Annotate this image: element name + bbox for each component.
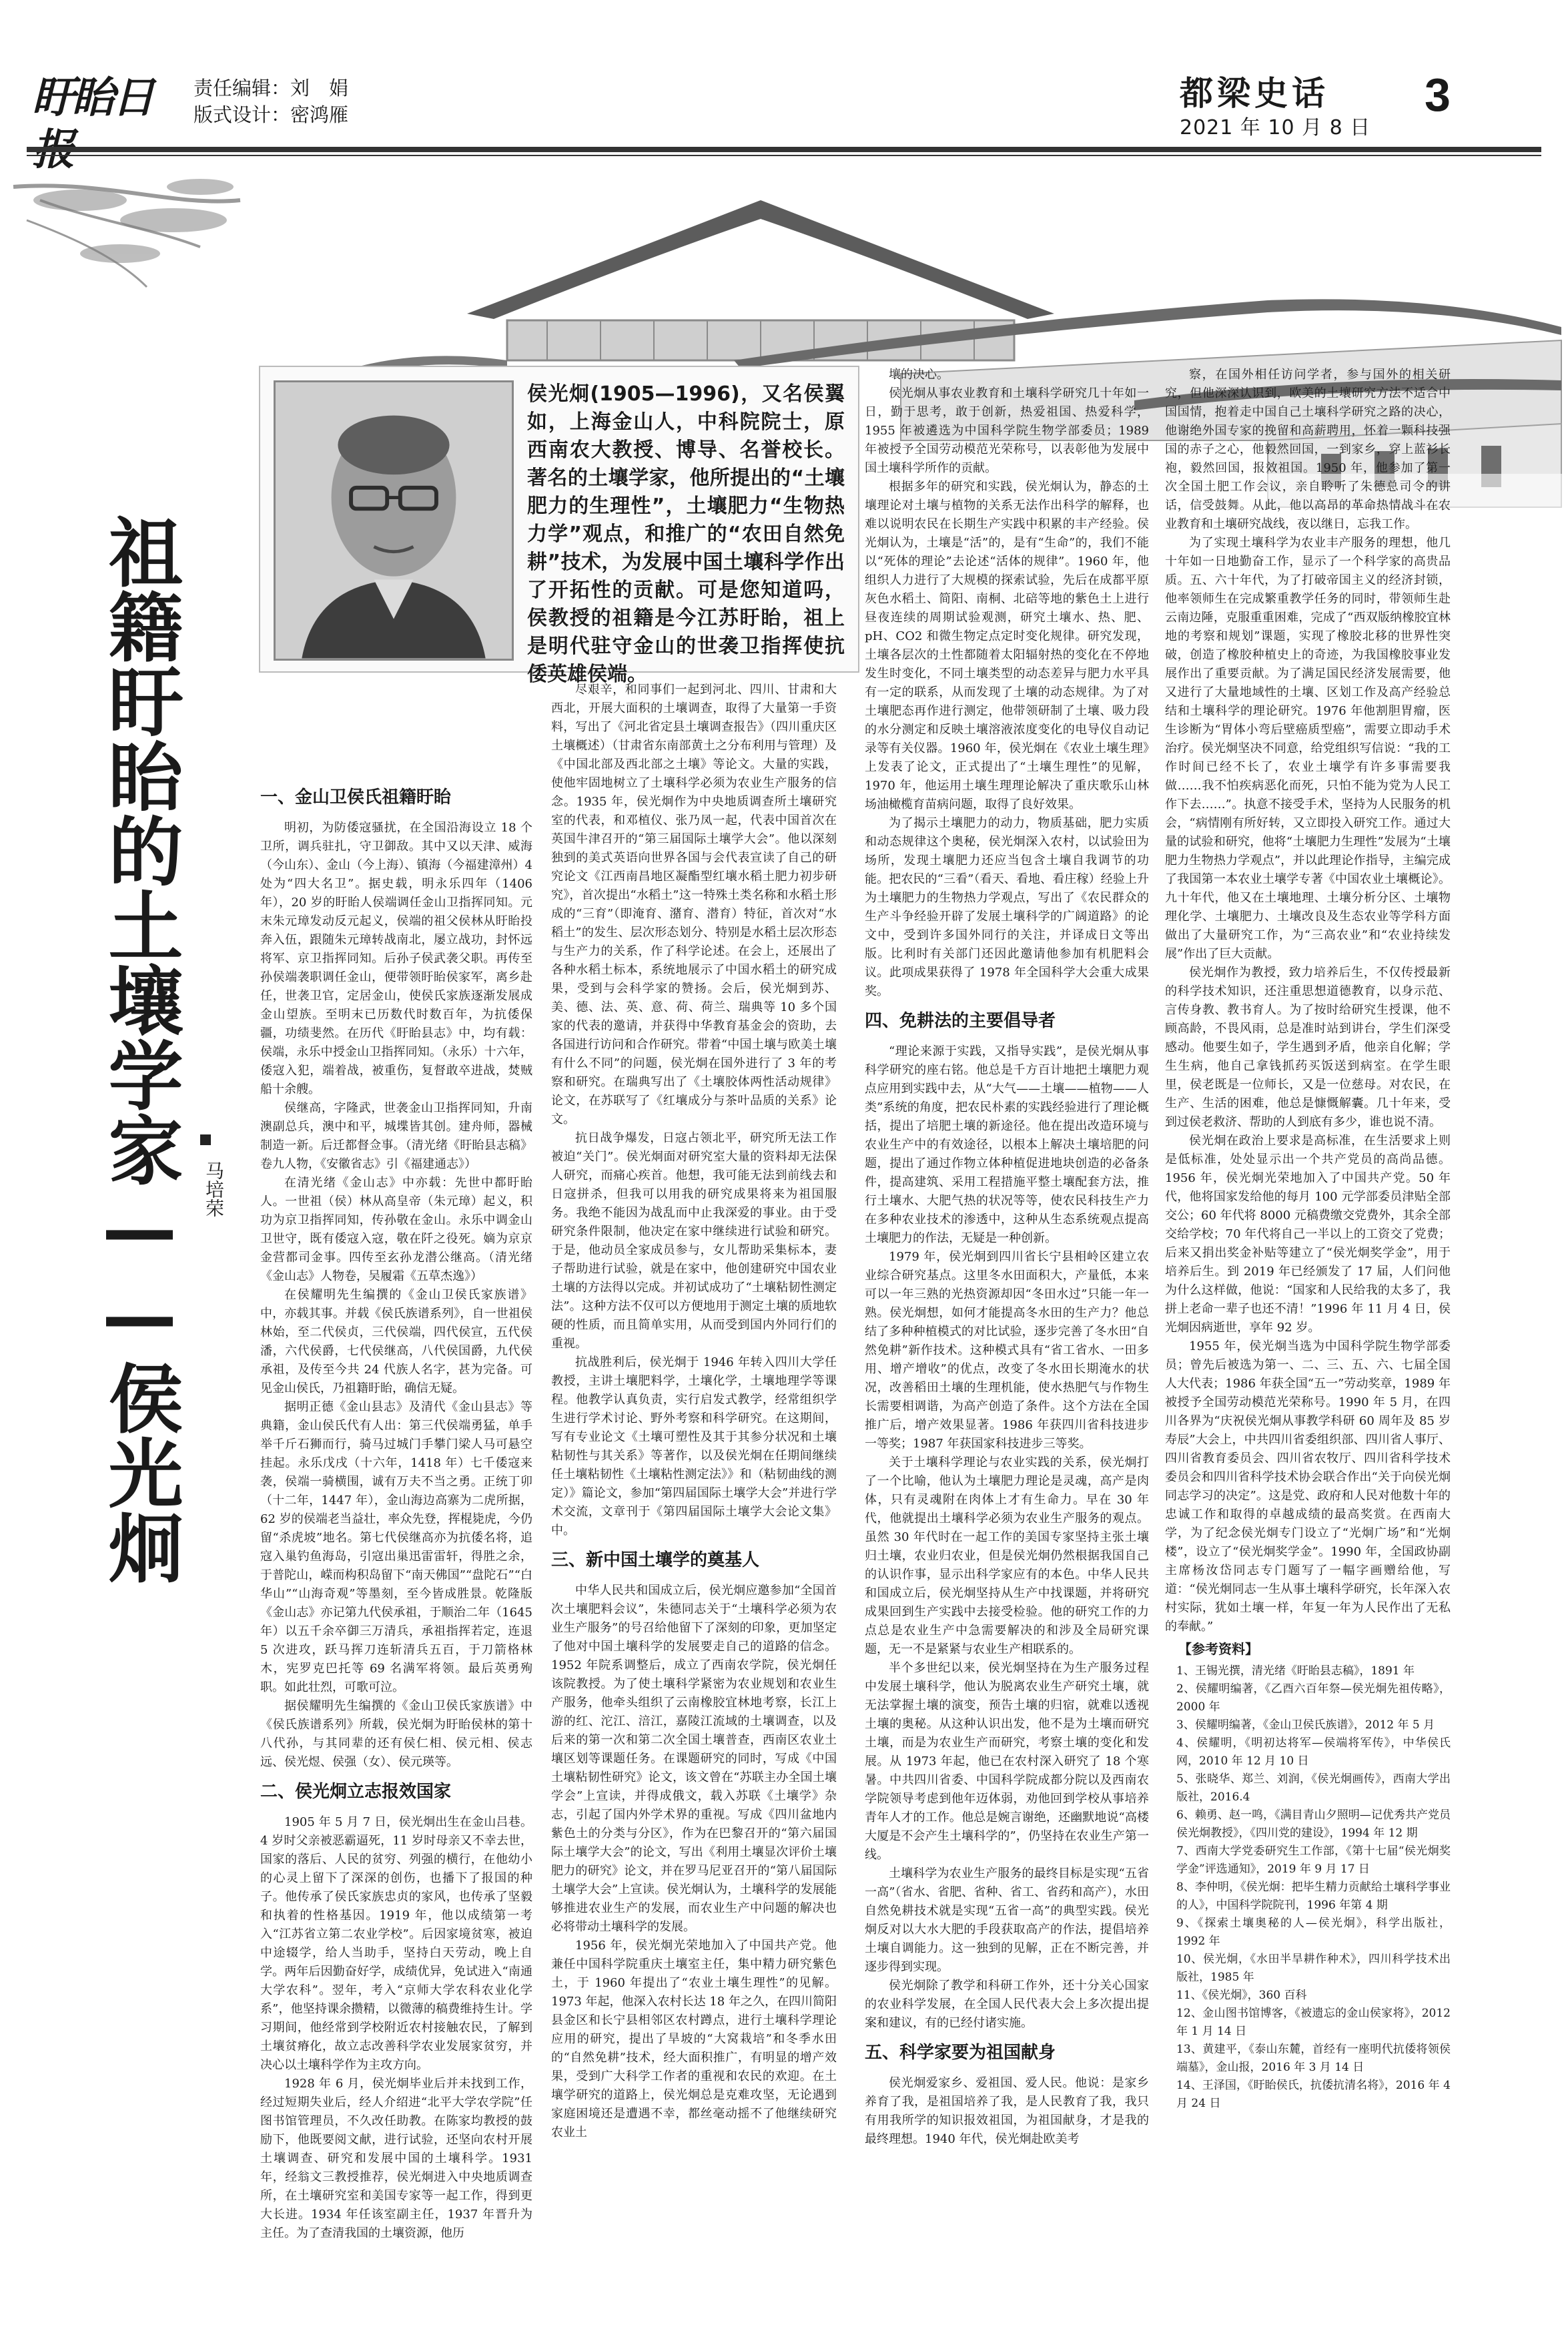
body-paragraph: 抗战胜利后，侯光炯于 1946 年转入四川大学任教授，主讲土壤肥料学，土壤化学，土壤地理学等课程。他教学认真负责，实行启发式教学，经常组织学生进行学术讨论、野外考察和科学研究。在这期间，写有专业论文《土壤可塑性及其于其参分状况和土壤粘韧性与其关系》等著作，以及侯光炯在任期间继续任土壤粘韧性《土壤粘性测定法》》和（粘韧曲线的测定）》篇论文，参加“第四届国际土壤学大会”并进行学术交流，文章刊于《第四届国际土壤学大会论文集》中。: [551, 1355, 837, 1538]
reference-item: 8、李仲明，《侯光炯：把毕生精力贡献给土壤科学事业的人》，中国科学院院刊，1996 年第 4 期: [1176, 1881, 1451, 1912]
reference-item: 2、侯耀明编著，《乙酉六百年祭—侯光炯先祖传略》，2000 年: [1176, 1682, 1451, 1714]
article-title: 祖籍盱眙的土壤学家——侯光炯: [96, 514, 183, 1584]
page-number: 3: [1425, 69, 1451, 121]
references-list: [1165, 1662, 1451, 2113]
section-heading: 四、免耕法的主要倡导者: [865, 1011, 1056, 1031]
reference-item: 5、张晓华、郑兰、刘润，《侯光炯画传》，西南大学出版社，2016.4: [1176, 1772, 1451, 1804]
section-heading: 五、科学家要为祖国献身: [865, 2043, 1056, 2063]
reference-item: 13、黄建平，《泰山东麓，首经有一座明代抗倭将领侯端墓》，金山报，2016 年 3 月 14 日: [1176, 2043, 1451, 2074]
body-paragraph: 1956 年，侯光炯光荣地加入了中国共产党。他兼任中国科学院重庆土壤室主任，集中精力研究紫色土，于 1960 年提出了“农业土壤生理性”的见解。1973 年起，他深入农村长达 18 年之久，在四川简阳县金区和长宁县相邻区农村蹲点，进行土壤科学理论应用的研究，提出了旱坡的“大窝栽培”和冬季水田的“自然免耕”技术，经大面积推广，有明显的增产效果，受到广大科学工作者的重视和农民的欢迎。在土壤学研究的道路上，侯光炯总是克难攻坚，无论遇到家庭困境还是遭遇不幸，都丝毫动摇不了他继续研究农业土: [551, 1939, 837, 2139]
reference-item: 7、西南大学党委研究生工作部，《第十七届“侯光炯奖学金”评选通知》，2019 年 9 月 17 日: [1176, 1845, 1451, 1876]
reference-item: 12、金山图书馆博客，《被遗忘的金山侯家将》，2012 年 1 月 14 日: [1176, 2007, 1451, 2038]
article-column-4-body: [1165, 366, 1451, 1636]
article-column-3: [865, 366, 1149, 2306]
section-heading: 二、侯光炯立志报效国家: [260, 1782, 452, 1802]
reference-item: 6、赖勇、赵一鸣，《满目青山夕照明—记优秀共产党员侯光炯教授》，《四川党的建设》，1994 年 12 期: [1176, 1808, 1451, 1840]
body-paragraph: 在侯耀明先生编撰的《金山卫侯氏家族谱》中，亦载其事。并载《侯氏族谱系列》，自一世祖侯林始，至二代侯贞，三代侯端，四代侯宣，五代侯潘，六代侯爵，七代侯继高，八代侯国爵，九代侯承祖，及传至今共 24 代族人名字，甚为完备。可见金山侯氏，乃祖籍盱眙，确信无疑。: [260, 1288, 532, 1395]
header-rule-thin: [27, 155, 1541, 156]
reference-item: 11、《侯光炯》，360 百科: [1176, 1989, 1307, 2002]
byline-marker: [200, 1134, 211, 1145]
body-paragraph: 据明正德《金山县志》及清代《金山县志》等典籍，金山侯氏代有人出：第三代侯端勇猛，单手举千斤石狮而行，骑马过城门手攀门梁人马可悬空挂起。永乐戊戌（十六年，1418 年）七千倭寇来袭，侯端一骑横围，诚有万夫不当之勇。正统丁卯（十二年，1447 年），金山海边高寨为二虎所据，62 岁的侯端老当益壮，率众先登，挥棍毙虎，今仍留“杀虎坡”地名。第七代侯继高亦为抗倭名将，追寇入巢钓鱼海岛，引寇出巢迅雷雷轩，得胜之余，于普陀山，嵘而构积岛留下“南天佛国”“盘陀石”“白华山”“山海奇观”等墨刻，至今皆成胜景。乾隆版《金山志》亦记第九代侯承祖，于顺治二年（1645 年）以五千余卒御三万清兵，承祖指挥若定，连退 5 次进攻，跃马挥刀连斩清兵五百，于刀箭格林木，宪罗克巴托等 69 名满军将领。最后英勇殉职。如此壮烈，可歌可泣。: [260, 1400, 532, 1694]
reference-item: 10、侯光炯，《水田半旱耕作种术》，四川科学技术出版社，1985 年: [1176, 1953, 1451, 1984]
body-paragraph: 抗日战争爆发，日寇占领北平，研究所无法工作被迫“关门”。侯光炯面对研究室大量的资料却无法保人研究，而痛心疾首。他想，我可能无法到前线去和日寇拼杀，但我可以用我的研究成果将来为祖国服务。我绝不能因为战乱而中止我深爱的事业。由于受研究条件限制，他决定在家中继续进行试验和研究。于是，他动员全家成员参与，女儿帮助采集标本，妻子帮助进行试验，就是在家中，他创建研究中国农业土壤的方法得以完成。并初试成功了“土壤粘韧性测定法”。这种方法不仅可以方便地用于测定土壤的质地软硬的性质，而且简单实用，从而受到国内外同行们的重视。: [551, 1131, 837, 1351]
issue-date: 2021 年 10 月 8 日: [1180, 116, 1371, 139]
references-title: 【参考资料】: [1178, 1641, 1258, 1657]
body-paragraph: 据侯耀明先生编撰的《金山卫侯氏家族谱》中《侯氏族谱系列》所载，侯光炯为盱眙侯林的第十八代孙，与其同辈的还有侯仁相、侯元相、侯志远、侯光煜、侯强（女）、侯元瑛等。: [260, 1699, 532, 1769]
body-paragraph: 尽艰辛，和同事们一起到河北、四川、甘肃和大西北，开展大面积的土壤调查，取得了大量第一手资料，写出了《河北省定县土壤调查报告》（四川重庆区土壤概述）（甘肃省东南部黄土之分布利用与管理）及《中国北部及西北部之土壤》等论文。大量的实践，使他牢固地树立了土壤科学必须为农业生产服务的信念。1935 年，侯光炯作为中央地质调查所土壤研究室的代表，和邓植仪、张乃凤一起，代表中国首次在英国牛津召开的“第三届国际土壤学大会”。他以深刻独到的美式英语向世界各国与会代表宣读了自己的研究论文《江西南昌地区凝酯型红壤水稻土肥力初步研究》，首次提出“水稻土”这一特殊土类名称和水稻土形成的“三育”（即淹育、潴育、潜育）特征，首次对“水稻土”的发生、层次形态划分、特别是水稻土层次形态与生产力的关系，作了科学论述。在会上，还展出了各种水稻土标本，系统地展示了中国水稻土的研究成果，受到与会科学家的赞扬。会后，侯光炯到苏、美、德、法、英、意、荷、荷兰、瑞典等 10 多个国家的代表的邀请，并获得中华教育基金会的资助，去各国进行访问和合作研究。带着“中国土壤与欧美土壤有什么不同”的问题，侯光炯在国外进行了 3 年的考察和研究。在瑞典写出了《土壤胶体两性活动规律》论文，在苏联写了《红壤成分与茶叶品质的关系》论文。: [551, 683, 837, 1126]
body-paragraph: 明初，为防倭寇骚扰，在全国沿海设立 18 个卫所，调兵驻扎，守卫御敌。其中又以天津、威海（今山东）、金山（今上海）、镇海（今福建漳州）4 处为“四大名卫”。据史载，明永乐四年（1406 年），20 岁的盱眙人侯端调任金山卫指挥同知。元末朱元璋发动反元起义，侯端的祖父侯林从盱眙投奔入伍，跟随朱元璋转战南北，屡立战功，封怀远将军、京卫指挥同知。后孙子侯武袭父职。再传至孙侯端袭职调任金山，便带领盱眙侯家军，离乡赴任，世袭卫官，定居金山，使侯氏家族逐渐发展成金山望族。至明末已历数代时数百年，为抗倭保疆，功绩斐然。在历代《盱眙县志》中，均有载：侯端，永乐中授金山卫指挥同知。（永乐）十六年，倭寇入犯，端着战，被重伤，复督敢卒进战，焚贼船十余艘。: [260, 821, 532, 1096]
body-paragraph: 侯光炯在政治上要求是高标准，在生活要求上则是低标准，处处显示出一个共产党员的高尚品德。1956 年，侯光炯光荣地加入了中国共产党。50 年代，他将国家发给他的每月 100 元学部委员津贴全部交公；60 年代将 8000 元稿费缴交党费外，其余全部交给学校；70 年代将自己一半以上的工资交了党费；后来又捐出奖金补贴等建立了“侯光炯奖学金”，用于培养后生。到 2019 年已经颁发了 17 届，人们问他为什么这样做，他说：“国家和人民给我的太多了，我拼上老命一辈子也还不清！”1996 年 11 月 4 日，侯光炯因病逝世，享年 92 岁。: [1165, 1134, 1451, 1335]
body-paragraph: 土壤科学为农业生产服务的最终目标是实现“五省一高”（省水、省肥、省种、省工、省药和高产），水田自然免耕技术就是实现“五省一高”的典型实践。侯光炯反对以大水大肥的手段获取高产的作法，提倡培养土壤自调能力。这一独到的见解，正在不断完善，并逐步得到实现。: [865, 1867, 1149, 1974]
responsible-editor: 责任编辑：刘 娟: [193, 77, 349, 99]
references-section: [1165, 1640, 1451, 2113]
intro-paragraph: 侯光炯(1905—1996)，又名侯翼如，上海金山人，中科院院士，原西南农大教授、博导、名誉校长。著名的土壤学家，他所提出的“土壤肥力的生理性”，土壤肥力“生物热力学”观点，和推广的“农田自然免耕”技术，为发展中国土壤科学作出了开拓性的贡献。可是您知道吗，侯教授的祖籍是今江苏盱眙，祖上是明代驻守金山的世袭卫指挥使抗倭英雄侯端。: [527, 382, 845, 686]
body-paragraph: 1979 年，侯光炯到四川省长宁县相岭区建立农业综合研究基点。这里冬水田面积大，产量低，本来可以一年三熟的光热资源却因“冬田水过”只能一年一熟。侯光炯想，如何才能提高冬水田的生产力？他总结了多种种植模式的对比试验，逐步完善了冬水田“自然免耕”新作技术。这种模式具有“省工省水、一田多用、增产增收”的优点，改变了冬水田长期淹水的状况，改善稻田土壤的生理机能，使水热肥气与作物生长需要相调谐，为高产创造了条件。这个方法在全国推广后，增产效果显著。1986 年获四川省科技进步一等奖；1987 年获国家科技进步三等奖。: [865, 1250, 1149, 1451]
body-paragraph: 关于土壤科学理论与农业实践的关系，侯光炯打了一个比喻，他认为土壤肥力理论是灵魂，高产是肉体，只有灵魂附在肉体上才有生命力。早在 30 年代，他就提出土壤科学必须为农业生产服务的观点。虽然 30 年代时在一起工作的美国专家坚持主张土壤归土壤，农业归农业，但是侯光炯仍然根据我国自己的认识作事，显示出科学家应有的本色。中华人民共和国成立后，侯光炯坚持从生产中找课题，并将研究成果回到生产实践中去接受检验。他的研究工作的力点总是农业生产中急需要解决的和涉及全局研究课题，无一不是紧紧与农业生产相联系的。: [865, 1455, 1149, 1656]
body-paragraph: 侯光炯爱家乡、爱祖国、爱人民。他说：是家乡养育了我，是祖国培养了我，是人民教育了我，我只有用我所学的知识报效祖国，为祖国献身，才是我的最终理想。1940 年代，侯光炯赴欧美考: [865, 2076, 1149, 2146]
reference-item: 4、侯耀明，《明初达将军—侯端将军传》，中华侯氏网，2010 年 12 月 10 日: [1176, 1736, 1451, 1768]
reference-item: 14、王泽国，《盱眙侯氏，抗倭抗清名将》，2016 年 4 月 24 日: [1176, 2079, 1451, 2110]
article-column-1: [260, 777, 532, 2306]
reference-item: 9、《探索土壤奥秘的人—侯光炯》，科学出版社，1992 年: [1176, 1917, 1451, 1948]
article-column-2: [551, 681, 837, 2306]
body-paragraph: 半个多世纪以来，侯光炯坚持在为生产服务过程中发展土壤科学，他认为脱离农业生产研究土壤，就无法掌握土壤的演变，预告土壤的归宿，就难以透视土壤的奥秘。从这种认识出发，他不是为土壤而研究土壤，而是为农业生产而研究，考察土壤的变化和发展。从 1973 年起，他已在农村深入研究了 18 个寒暑。中共四川省委、中国科学院成都分院以及西南农学院领导考虑到他年迈体弱，劝他回到学校从事培养青年人才的工作。他总是婉言谢绝，还幽默地说“高楼大厦是不会产生土壤科学的”，仍坚持在农业生产第一线。: [865, 1661, 1149, 1862]
body-paragraph: 在清光绪《金山志》中亦载：先世中都盱眙人。一世祖（侯）林从高皇帝（朱元璋）起义，积功为京卫指挥同知，传孙敬在金山。永乐中调金山卫世守，既有倭寇入寇，敬在阡之役死。嫡为京京金营都司金事。四传至玄孙龙潜公继高。（清光绪《金山志》人物卷，吴履霜《五草杰逸》）: [260, 1176, 532, 1283]
body-paragraph: 为了揭示土壤肥力的动力，物质基础，肥力实质和动态规律这个奥秘，侯光炯深入农村，以试验田为场所，发现土壤肥力还应当包含土壤自我调节的功能。把农民的“三看”（看天、看地、看庄稼）经验上升为土壤肥力的生物热力学观点，写出了《农民群众的生产斗争经验开辟了发展土壤科学的广阔道路》的论文中，受到许多国外同行的关注，并译成日文等出版。比利时有关部门还因此邀请他参加有机肥料会议。此项成果获得了 1978 年全国科学大会重大成果奖。: [865, 816, 1149, 998]
body-paragraph: 侯光炯作为教授，致力培养后生，不仅传授最新的科学技术知识，还注重思想道德教育，以身示范、言传身教、教书育人。为了按时给研究生授课，他不顾高龄，不畏风雨，总是准时站到讲台，学生们深受感动。他要生如子，学生遇到矛盾，他亲自化解；学生生病，他自己拿钱抓药买饭送到病室。在学生眼里，侯老既是一位师长，又是一位慈母。对农民，在生产、生活的困难，他总是慷慨解囊。几十年来，受到过侯老救济、帮助的人到底有多少，谁也说不清。: [1165, 966, 1451, 1129]
body-paragraph: 侯光炯从事农业教育和土壤科学研究几十年如一日，勤于思考，敢于创新，热爱祖国、热爱科学，1955 年被遴选为中国科学院生物学部委员；1989 年被授予全国劳动模范光荣称号，以表彰他为发展中国土壤科学所作的贡献。: [865, 386, 1149, 475]
body-paragraph: 根据多年的研究和实践，侯光炯认为，静态的土壤理论对土壤与植物的关系无法作出科学的解释，也难以说明农民在长期生产实践中积累的丰产经验。侯光炯认为，土壤是“活”的，是有“生命”的，我们不能以“死体的理论”去论述“活体的规律”。1960 年，他组织人力进行了大规模的探索试验，先后在成都平原灰色水稻土、简阳、南桐、北碚等地的紫色土上进行昼夜连续的周期试验观测，研究土壤水、热、肥、pH、CO2 和微生物定点定时变化规律。研究发现，土壤各层次的土性都随着太阳辐射热的变化在不停地发生时变化，不同土壤类型的动态差异与肥力水平具有一定的联系，从而发现了土壤的动态规律。为了对土壤肥态再作进行测定，他带领研制了土壤、吸力段的水分测定和反映土壤溶液浓度变化的电导仪自动记录等有关仪器。1960 年，侯光炯在《农业土壤生理》上发表了论文，正式提出了“土壤生理性”的见解，1970 年，他运用土壤生理理论解决了重庆歌乐山林场油橄榄育苗病问题，取得了良好效果。: [865, 480, 1149, 811]
section-heading: 三、新中国土壤学的奠基人: [551, 1550, 760, 1570]
body-paragraph: “理论来源于实践，又指导实践”，是侯光炯从事科学研究的座右铭。他总是千方百计地把土壤肥力观点应用到实践中去，从“大气——土壤——植物——人类”系统的角度，把农民朴素的实践经验进行了理论概括，提出了培肥土壤的新途径。他在提出改造环境与农业生产中的有效途径，以根本上解决土壤培肥的问题，提出了通过作物立体种植促进地块创造的必备条件，提高建筑、采用工程措施平整土壤配套方法，推行土壤水、大肥气热的状况等等，使农民科技生产力在多种农业技术的渗透中，这种从生态系统观点提高土壤肥力的作法，无疑是一种创新。: [865, 1044, 1149, 1245]
article-column-4: [1165, 366, 1451, 2306]
section-name: 都梁史话: [1180, 73, 1329, 113]
body-paragraph: 1905 年 5 月 7 日，侯光炯出生在金山吕巷。4 岁时父亲被恶霸逼死，11 岁时母亲又不幸去世，国家的落后、人民的贫穷、列强的横行，在他幼小的心灵上留下了深深的创伤，也播下了报国的种子。他传承了侯氏家族忠贞的家风，也传承了坚毅和执着的性格基因。1919 年，他以成绩第一考入“江苏省立第二农业学校”。后因家境贫寒，被迫中途辍学，给人当助手，坚持白天劳动，晚上自学。两年后因勤奋好学，成绩优异，免试进入“南通大学农科”。翌年，考入“京师大学农科农业化学系”，他坚持课余攒精，以微薄的稿费维持生计。学习期间，他经常到学校附近农村接触农民，了解到土壤贫瘠化，故立志改善科学农业发展家贫穷，并决心以土壤科学作为主攻方向。: [260, 1815, 532, 2072]
body-paragraph: 为了实现土壤科学为农业丰产服务的理想，他几十年如一日地勤奋工作，显示了一个科学家的高贵品质。五、六十年代，为了打破帝国主义的经济封锁，他率领师生在完成繁重教学任务的同时，带领师生赴云南边陲，克服重重困难，完成了“西双版纳橡胶宜林地的考察和规划”课题，实现了橡胶北移的世界性突破，创造了橡胶种植史上的奇迹，为我国橡胶事业发展作出了重要贡献。为了满足国民经济发展需要，他又进行了大量地域性的土壤、区划工作及高产经验总结和土壤科学的理论研究。1976 年他割胆胃瘤，医生诊断为“胃体小弯后壁癌质型癌”，需要立即动手术治疗。侯光炯坚决不同意，给党组织写信说：“我的工作时间已经不长了，农业土壤学有许多事需要我做……我不怕疾病恶化而死，只怕不能为党为人民工作下去……”。执意不接受手术，坚持为人民服务的机会，“病情刚有所好转，又立即投入研究工作。通过大量的试验和研究，他将“土壤肥力生理性”发展为“土壤肥力生物热力学观点”，并以此理论作指导，主编完成了我国第一本农业土壤学专著《中国农业土壤概论》。九十年代，他又在土壤地理、土壤分析分区、土壤物理化学、土壤肥力、土壤改良及生态农业等学科方面做出了大量研究工作，为“三高农业”和“农业持续发展”作出了巨大贡献。: [1165, 536, 1451, 961]
section-heading: 一、金山卫侯氏祖籍盱眙: [260, 787, 452, 807]
portrait-photo: [274, 380, 514, 661]
body-paragraph: 察，在国外相任访问学者，参与国外的相关研究，但他深深认识到，欧美的土壤研究方法不适合中国国情，抱着走中国自己土壤科学研究之路的决心，他谢绝外国专家的挽留和高薪聘用，怀着一颗科技强国的赤子之心，他毅然回国，一到家乡，穿上蓝衫长袍，毅然回国，报效祖国。1950 年，他参加了第一次全国土肥工作会议，亲自聆听了朱德总司令的讲话，信受鼓舞。从此，他以高昂的革命热情战斗在农业教育和土壤研究战线，夜以继日，忘我工作。: [1165, 368, 1451, 531]
masthead-logo: 盱眙日: [32, 73, 152, 123]
layout-designer: 版式设计：密鸿雁: [193, 103, 349, 126]
byline: 马培荣: [203, 1161, 225, 1217]
body-paragraph: 中华人民共和国成立后，侯光炯应邀参加“全国首次土壤肥料会议”，朱德同志关于“土壤科学必须为农业生产服务”的号召给他留下了深刻的印象，更加坚定了他对中国土壤科学的发展要走自己的道路的信念。1952 年院系调整后，成立了西南农学院，侯光炯任该院教授。为了使土壤科学紧密为农业规划和农业生产服务，他牵头组织了云南橡胶宜林地考察，长江上游的红、沱江、涪江，嘉陵江流域的土壤调查，以及后来的第一次和第二次全国土壤普查，西南区农业土壤区划等课题任务。在课题研究的同时，写成《中国土壤粘韧性研究》论文，该文曾在“苏联主办全国土壤学会”上宣读，并得成俄文，载入苏联《土壤学》杂志，引起了国内外学术界的重视。写成《四川盆地内紫色土的分类与分区》，作为在巴黎召开的“第六届国际土壤学大会”的论文，写出《利用土壤显次评价土壤肥力的研究》论文，并在罗马尼亚召开的“第八届国际土壤学大会”上宣读。侯光炯认为，土壤科学的发展能够推进农业生产的发展，而农业生产中问题的解决也必将带动土壤科学的发展。: [551, 1584, 837, 1934]
body-paragraph: 侯光炯除了教学和科研工作外，还十分关心国家的农业科学发展，在全国人民代表大会上多次提出提案和建议，有的已经付诸实施。: [865, 1979, 1149, 2030]
body-paragraph: 侯继高，字隆武，世袭金山卫指挥同知，升南澳副总兵，澳中和平，城堞皆其创。建舟师，器械制造一新。后迁都督佥事。（清光绪《盱眙县志稿》卷九人物，《安徽省志》引《福建通志》）: [260, 1101, 532, 1171]
body-paragraph: 1955 年，侯光炯当选为中国科学院生物学部委员；曾先后被选为第一、二、三、五、六、七届全国人大代表；1986 年获全国“五一”劳动奖章，1989 年被授予全国劳动模范光荣称号。1990 年 5 月，在四川各界为“庆祝侯光炯从事教学科研 60 周年及 85 岁寿辰”大会上，中共四川省委组织部、四川省人事厅、四川省教育委员会、四川省农牧厅、四川省科学技术委员会和四川省科学技术协会联合作出“关于向侯光炯同志学习的决定”。这是党、政府和人民对他数十年的忠诚工作和取得的卓越成绩的最高奖赏。在西南大学，为了纪念侯光炯专门设立了“光炯广场”和“光炯楼”，设立了“侯光炯奖学金”。1990 年，全国政协副主席杨汝岱同志专门题写了一幅字画赠给他，写道：“侯光炯同志一生从事土壤科学研究，长年深入农村实际，犹如土壤一样，年复一年为人民作出了无私的奉献。”: [1165, 1339, 1451, 1634]
reference-item: 1、王锡光撰，清光绪《盱眙县志稿》，1891 年: [1176, 1664, 1415, 1678]
reference-item: 3、侯耀明编著，《金山卫侯氏族谱》，2012 年 5 月: [1176, 1718, 1435, 1732]
header-rule: [27, 147, 1541, 152]
body-paragraph: 壤的决心。: [889, 368, 949, 382]
body-paragraph: 1928 年 6 月，侯光炯毕业后并未找到工作，经过短期失业后，经人介绍进“北平大学农学院”任图书馆管理员，不久改任助教。在陈家均教授的鼓励下，他既要阅文献，进行试验，还坚向农村开展土壤调查、研究和发展中国的土壤科学。1931 年，经翁文三教授推荐，侯光炯进入中央地质调查所，在土壤研究室和美国专家等一起工作，得到更大长进。1934 年任该室副主任，1937 年晋升为主任。为了查清我国的土壤资源，他历: [260, 2077, 532, 2240]
